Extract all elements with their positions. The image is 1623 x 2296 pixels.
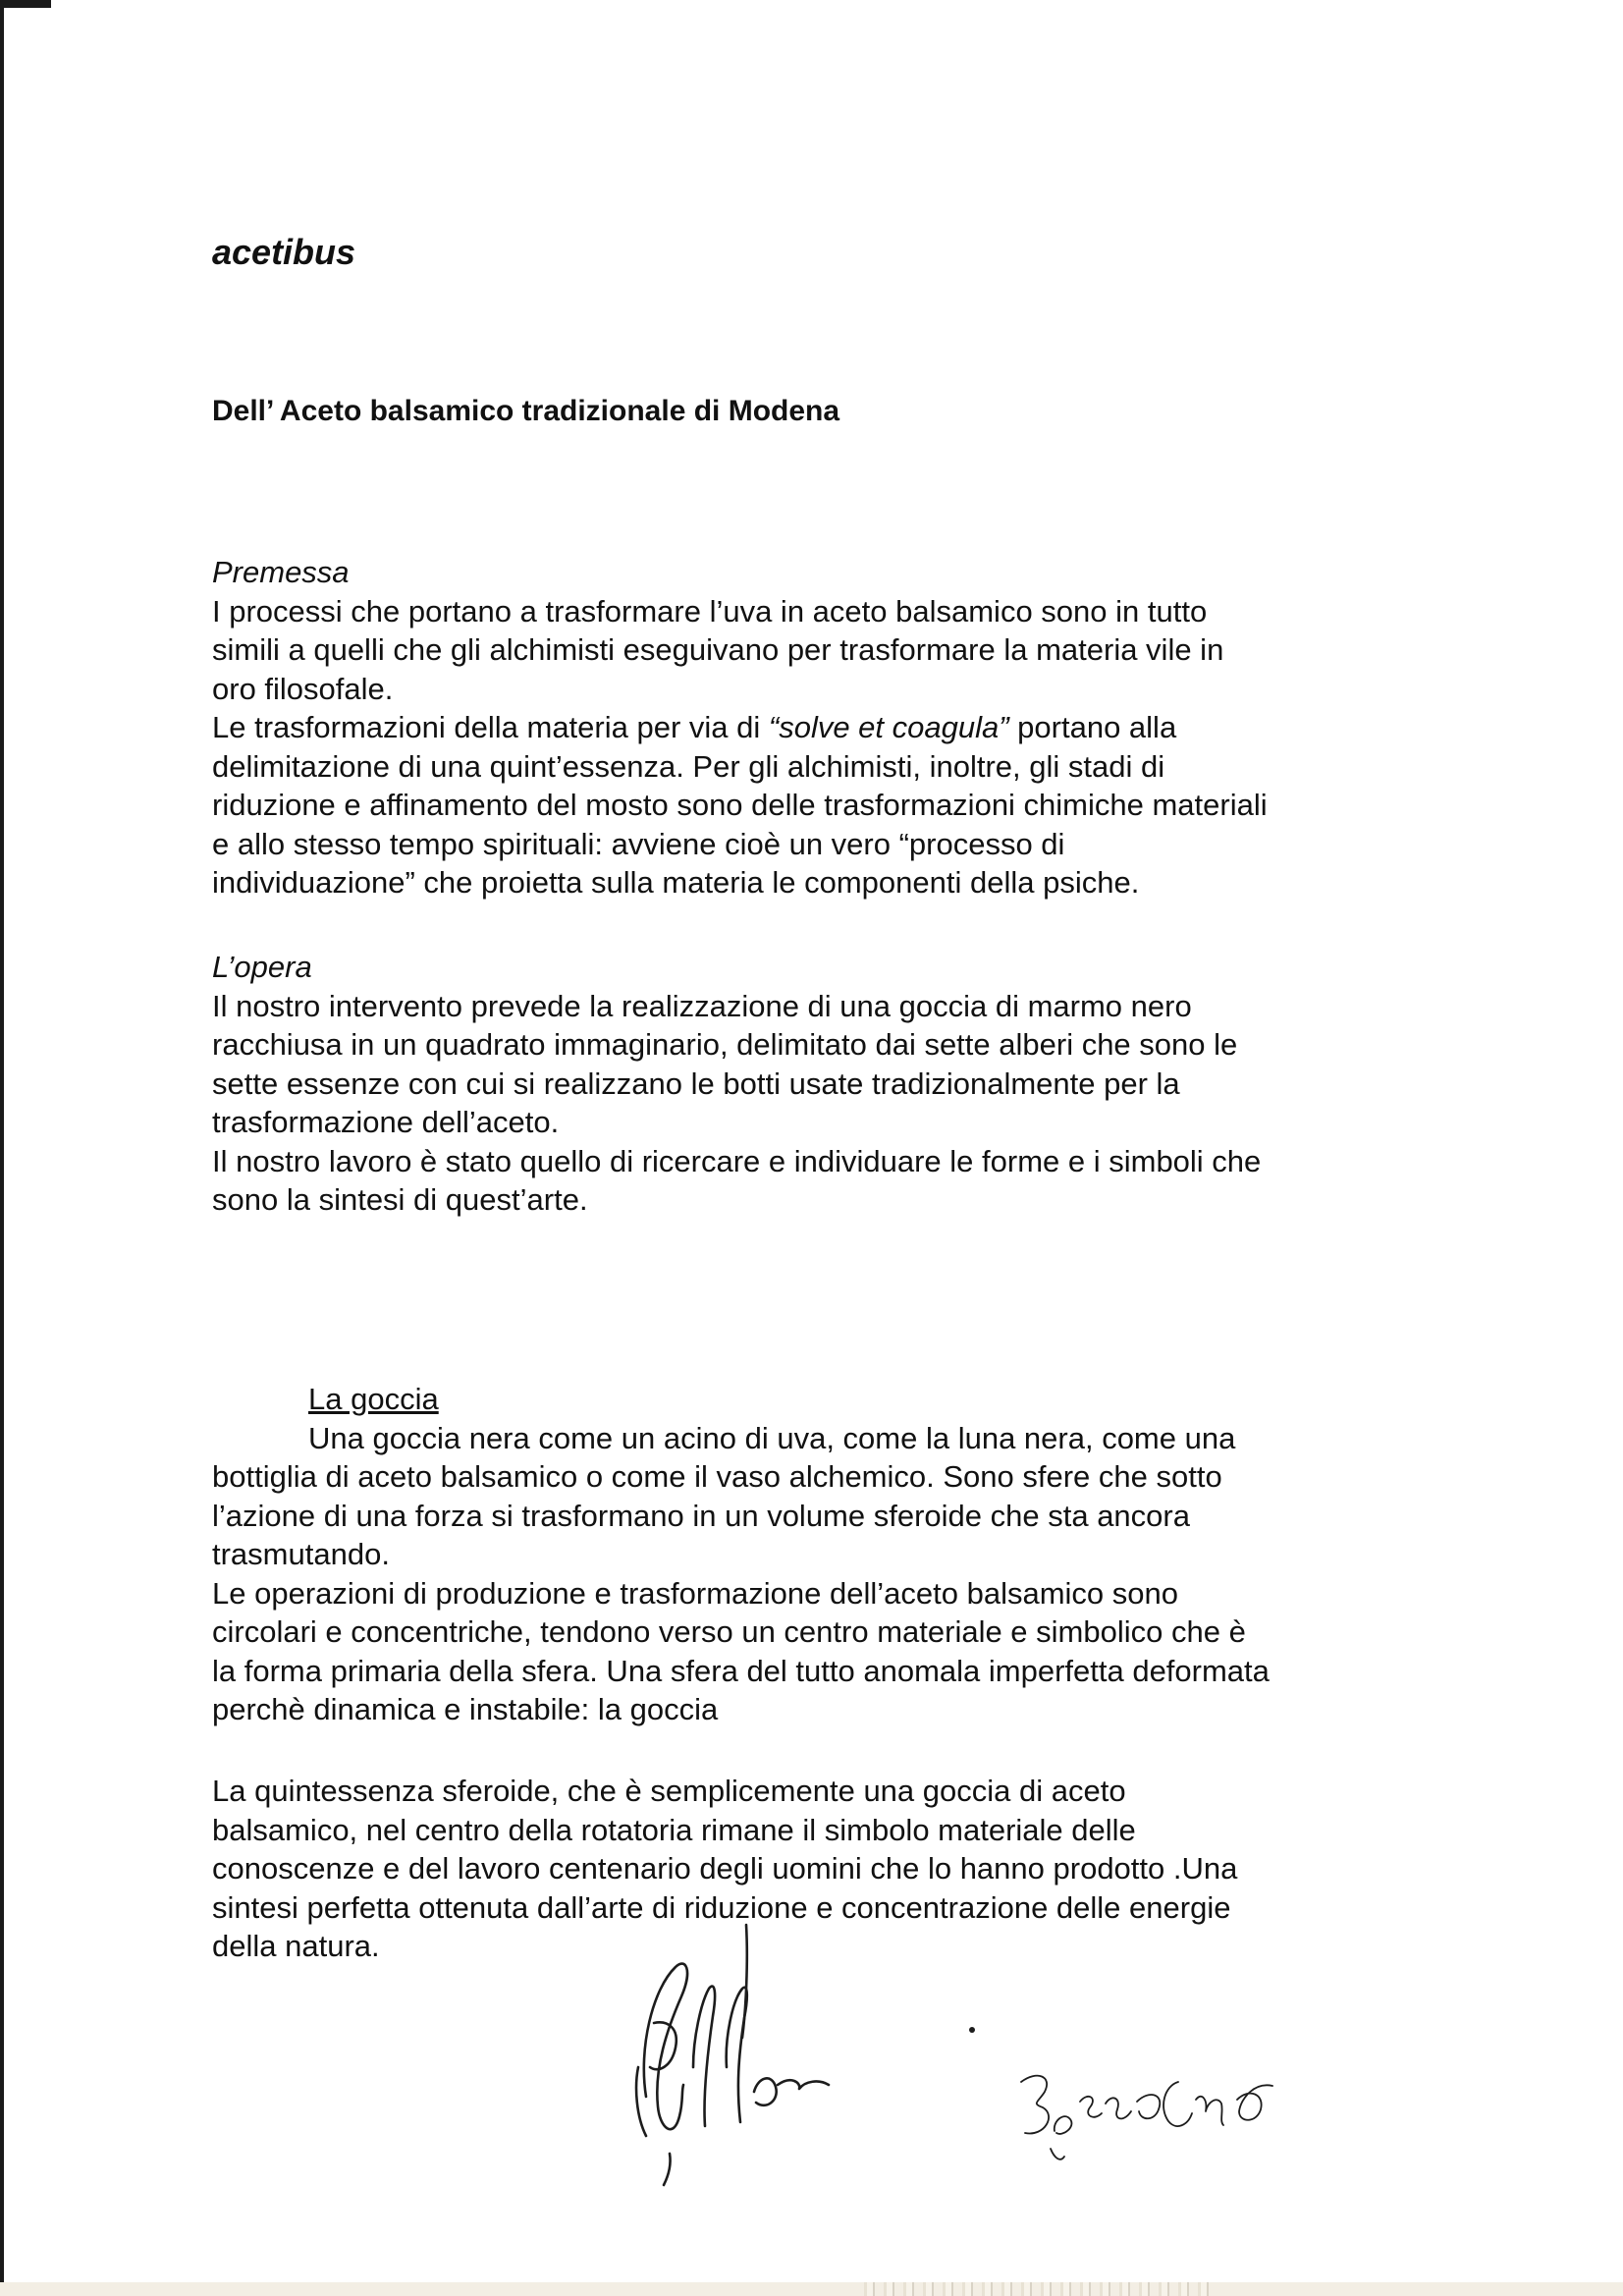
paragraph-line: circolari e concentriche, tendono verso un centro materiale e simbolico che è xyxy=(212,1614,1246,1649)
paragraph-line: della natura. xyxy=(212,1929,380,1963)
quoted-phrase: “solve et coagula” xyxy=(768,710,1009,744)
paragraph-line: conoscenze e del lavoro centenario degli uomini che lo hanno prodotto .Una xyxy=(212,1851,1238,1886)
paragraph-line: simili a quelli che gli alchimisti eseguivano per trasformare la materia vile in xyxy=(212,632,1224,667)
paragraph-line: perchè dinamica e instabile: la goccia xyxy=(212,1692,719,1726)
paragraph-line: trasmutando. xyxy=(212,1537,390,1571)
paragraph-line: riduzione e affinamento del mosto sono delle trasformazioni chimiche materiali xyxy=(212,788,1268,822)
paragraph-line: Una goccia nera come un acino di uva, come la luna nera, come una xyxy=(308,1420,1236,1455)
paragraph-line: sono la sintesi di quest’arte. xyxy=(212,1182,588,1217)
premessa-heading: Premessa xyxy=(212,555,350,589)
paragraph-line: sintesi perfetta ottenuta dall’arte di riduzione e concentrazione delle energie xyxy=(212,1889,1231,1925)
paragraph-line: Il nostro intervento prevede la realizzazione di una goccia di marmo nero xyxy=(212,988,1192,1023)
paragraph-line: La quintessenza sferoide, che è semplicemente una goccia di aceto xyxy=(212,1774,1126,1808)
paragraph-line: individuazione” che proietta sulla materia le componenti della psiche. xyxy=(212,865,1140,900)
scan-edge-bottom xyxy=(0,2282,1623,2296)
handwritten-signature-right xyxy=(992,2043,1325,2190)
scan-specks xyxy=(864,2282,1217,2296)
paragraph-line: e allo stesso tempo spirituali: avviene cioè un vero “processo di xyxy=(212,826,1065,861)
document-title: Dell’ Aceto balsamico tradizionale di Modena xyxy=(212,395,840,427)
text-span: Le trasformazioni della materia per via di xyxy=(212,710,769,744)
paragraph-line: bottiglia di aceto balsamico o come il vaso alchemico. Sono sfere che sotto xyxy=(212,1459,1222,1494)
paragraph-line: balsamico, nel centro della rotatoria rimane il simbolo materiale delle xyxy=(212,1812,1136,1847)
paragraph-line: sette essenze con cui si realizzano le botti usate tradizionalmente per la xyxy=(212,1066,1180,1101)
paragraph-line xyxy=(212,708,1371,747)
opera-heading: L’opera xyxy=(212,950,312,984)
paragraph-line: Il nostro lavoro è stato quello di ricercare e individuare le forme e i simboli che xyxy=(212,1143,1262,1178)
section-quintessenza xyxy=(212,1772,1371,1966)
paragraph-line: racchiusa in un quadrato immaginario, delimitato dai sette alberi che sono le xyxy=(212,1027,1238,1062)
paragraph-line: oro filosofale. xyxy=(212,671,394,706)
paragraph-line: Le operazioni di produzione e trasformazione dell’aceto balsamico sono xyxy=(212,1575,1178,1611)
goccia-heading: La goccia xyxy=(308,1382,439,1416)
scan-edge-corner xyxy=(0,0,51,8)
section-goccia xyxy=(212,1380,1371,1729)
section-opera xyxy=(212,948,1371,1220)
text-span: portano alla xyxy=(1008,710,1177,744)
paragraph-line: la forma primaria della sfera. Una sfera del tutto anomala imperfetta deformata xyxy=(212,1653,1270,1688)
paragraph-line: trasformazione dell’aceto. xyxy=(212,1105,560,1139)
section-premessa xyxy=(212,553,1371,902)
brand-name: acetibus xyxy=(212,232,356,272)
paragraph-line: l’azione di una forza si trasformano in un volume sferoide che sta ancora xyxy=(212,1498,1190,1533)
scan-edge-left xyxy=(0,0,4,2296)
paragraph-line: I processi che portano a trasformare l’uva in aceto balsamico sono in tutto xyxy=(212,593,1208,629)
paragraph-line: delimitazione di una quint’essenza. Per gli alchimisti, inoltre, gli stadi di xyxy=(212,748,1165,784)
